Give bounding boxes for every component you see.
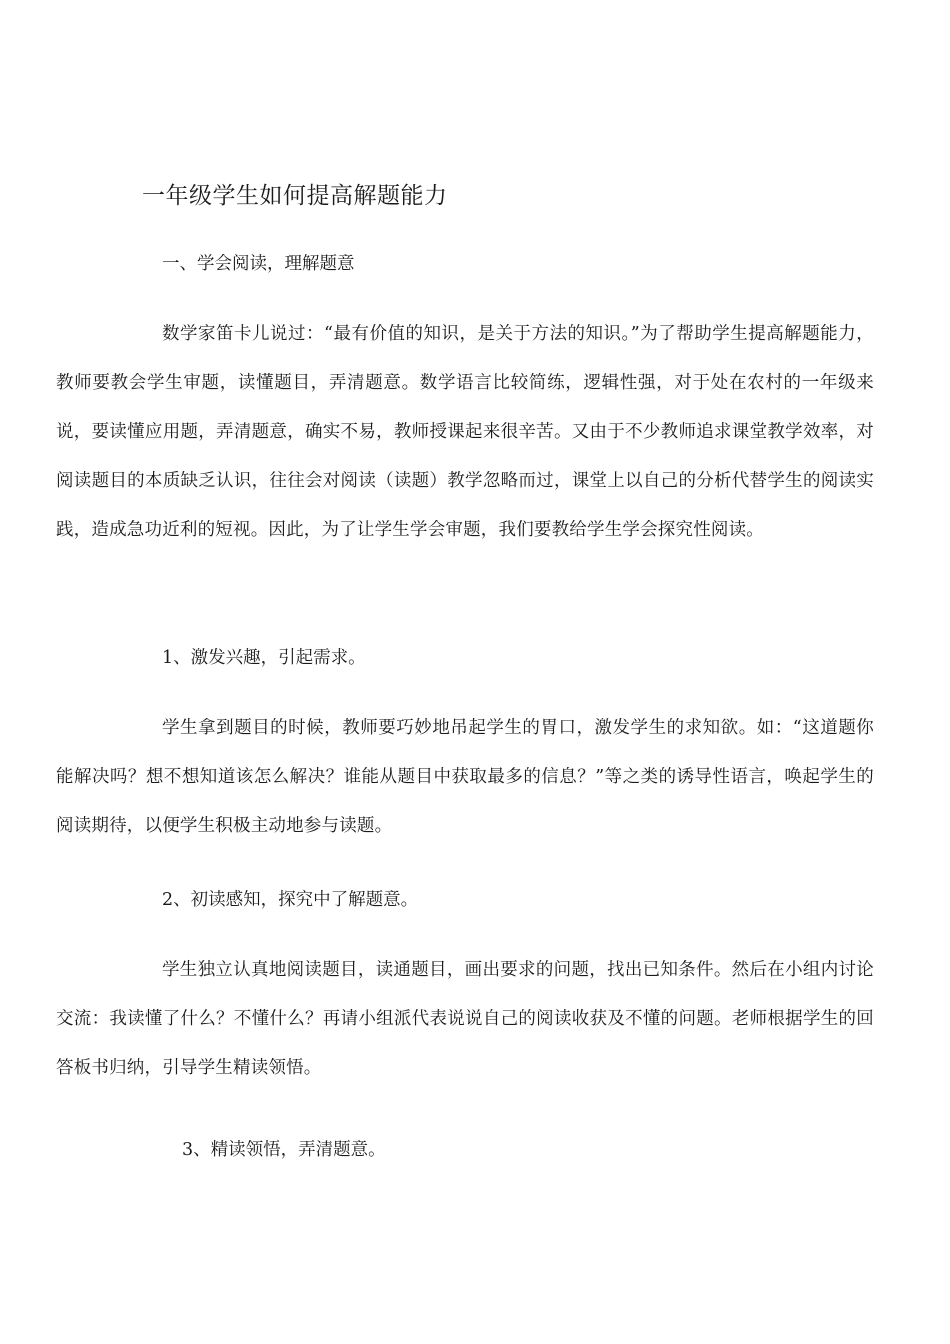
paragraph-sub2: 学生独立认真地阅读题目，读通题目，画出要求的问题，找出已知条件。然后在小组内讨论交流：我读懂了什么？不懂什么？再请小组派代表说说自己的阅读收获及不懂的问题。老师根据学生的回答板书归纳，引导学生精读领悟。	[56, 960, 874, 1078]
subsection-heading-3: 3、精读领悟，弄清题意。	[182, 1140, 386, 1160]
section-heading-1: 一、学会阅读，理解题意	[162, 254, 355, 274]
subsection-heading-1: 1、激发兴趣，引起需求。	[162, 648, 366, 668]
document-title: 一年级学生如何提高解题能力	[142, 183, 448, 209]
paragraph-sub1: 学生拿到题目的时候，教师要巧妙地吊起学生的胃口，激发学生的求知欲。如：“这道题你能解决吗？想不想知道该怎么解决？谁能从题目中获取最多的信息？”等之类的诱导性语言，唤起学生的阅读期待，以便学生积极主动地参与读题。	[56, 718, 874, 836]
subsection-heading-2: 2、初读感知，探究中了解题意。	[162, 890, 419, 910]
paragraph-intro: 数学家笛卡儿说过：“最有价值的知识，是关于方法的知识。”为了帮助学生提高解题能力，教师要教会学生审题，读懂题目，弄清题意。数学语言比较简练，逻辑性强，对于处在农村的一年级来说，要读懂应用题，弄清题意，确实不易，教师授课起来很辛苦。又由于不少教师追求课堂教学效率，对阅读题目的本质缺乏认识，往往会对阅读（读题）教学忽略而过，课堂上以自己的分析代替学生的阅读实践，造成急功近利的短视。因此，为了让学生学会审题，我们要教给学生学会探究性阅读。	[56, 324, 874, 540]
